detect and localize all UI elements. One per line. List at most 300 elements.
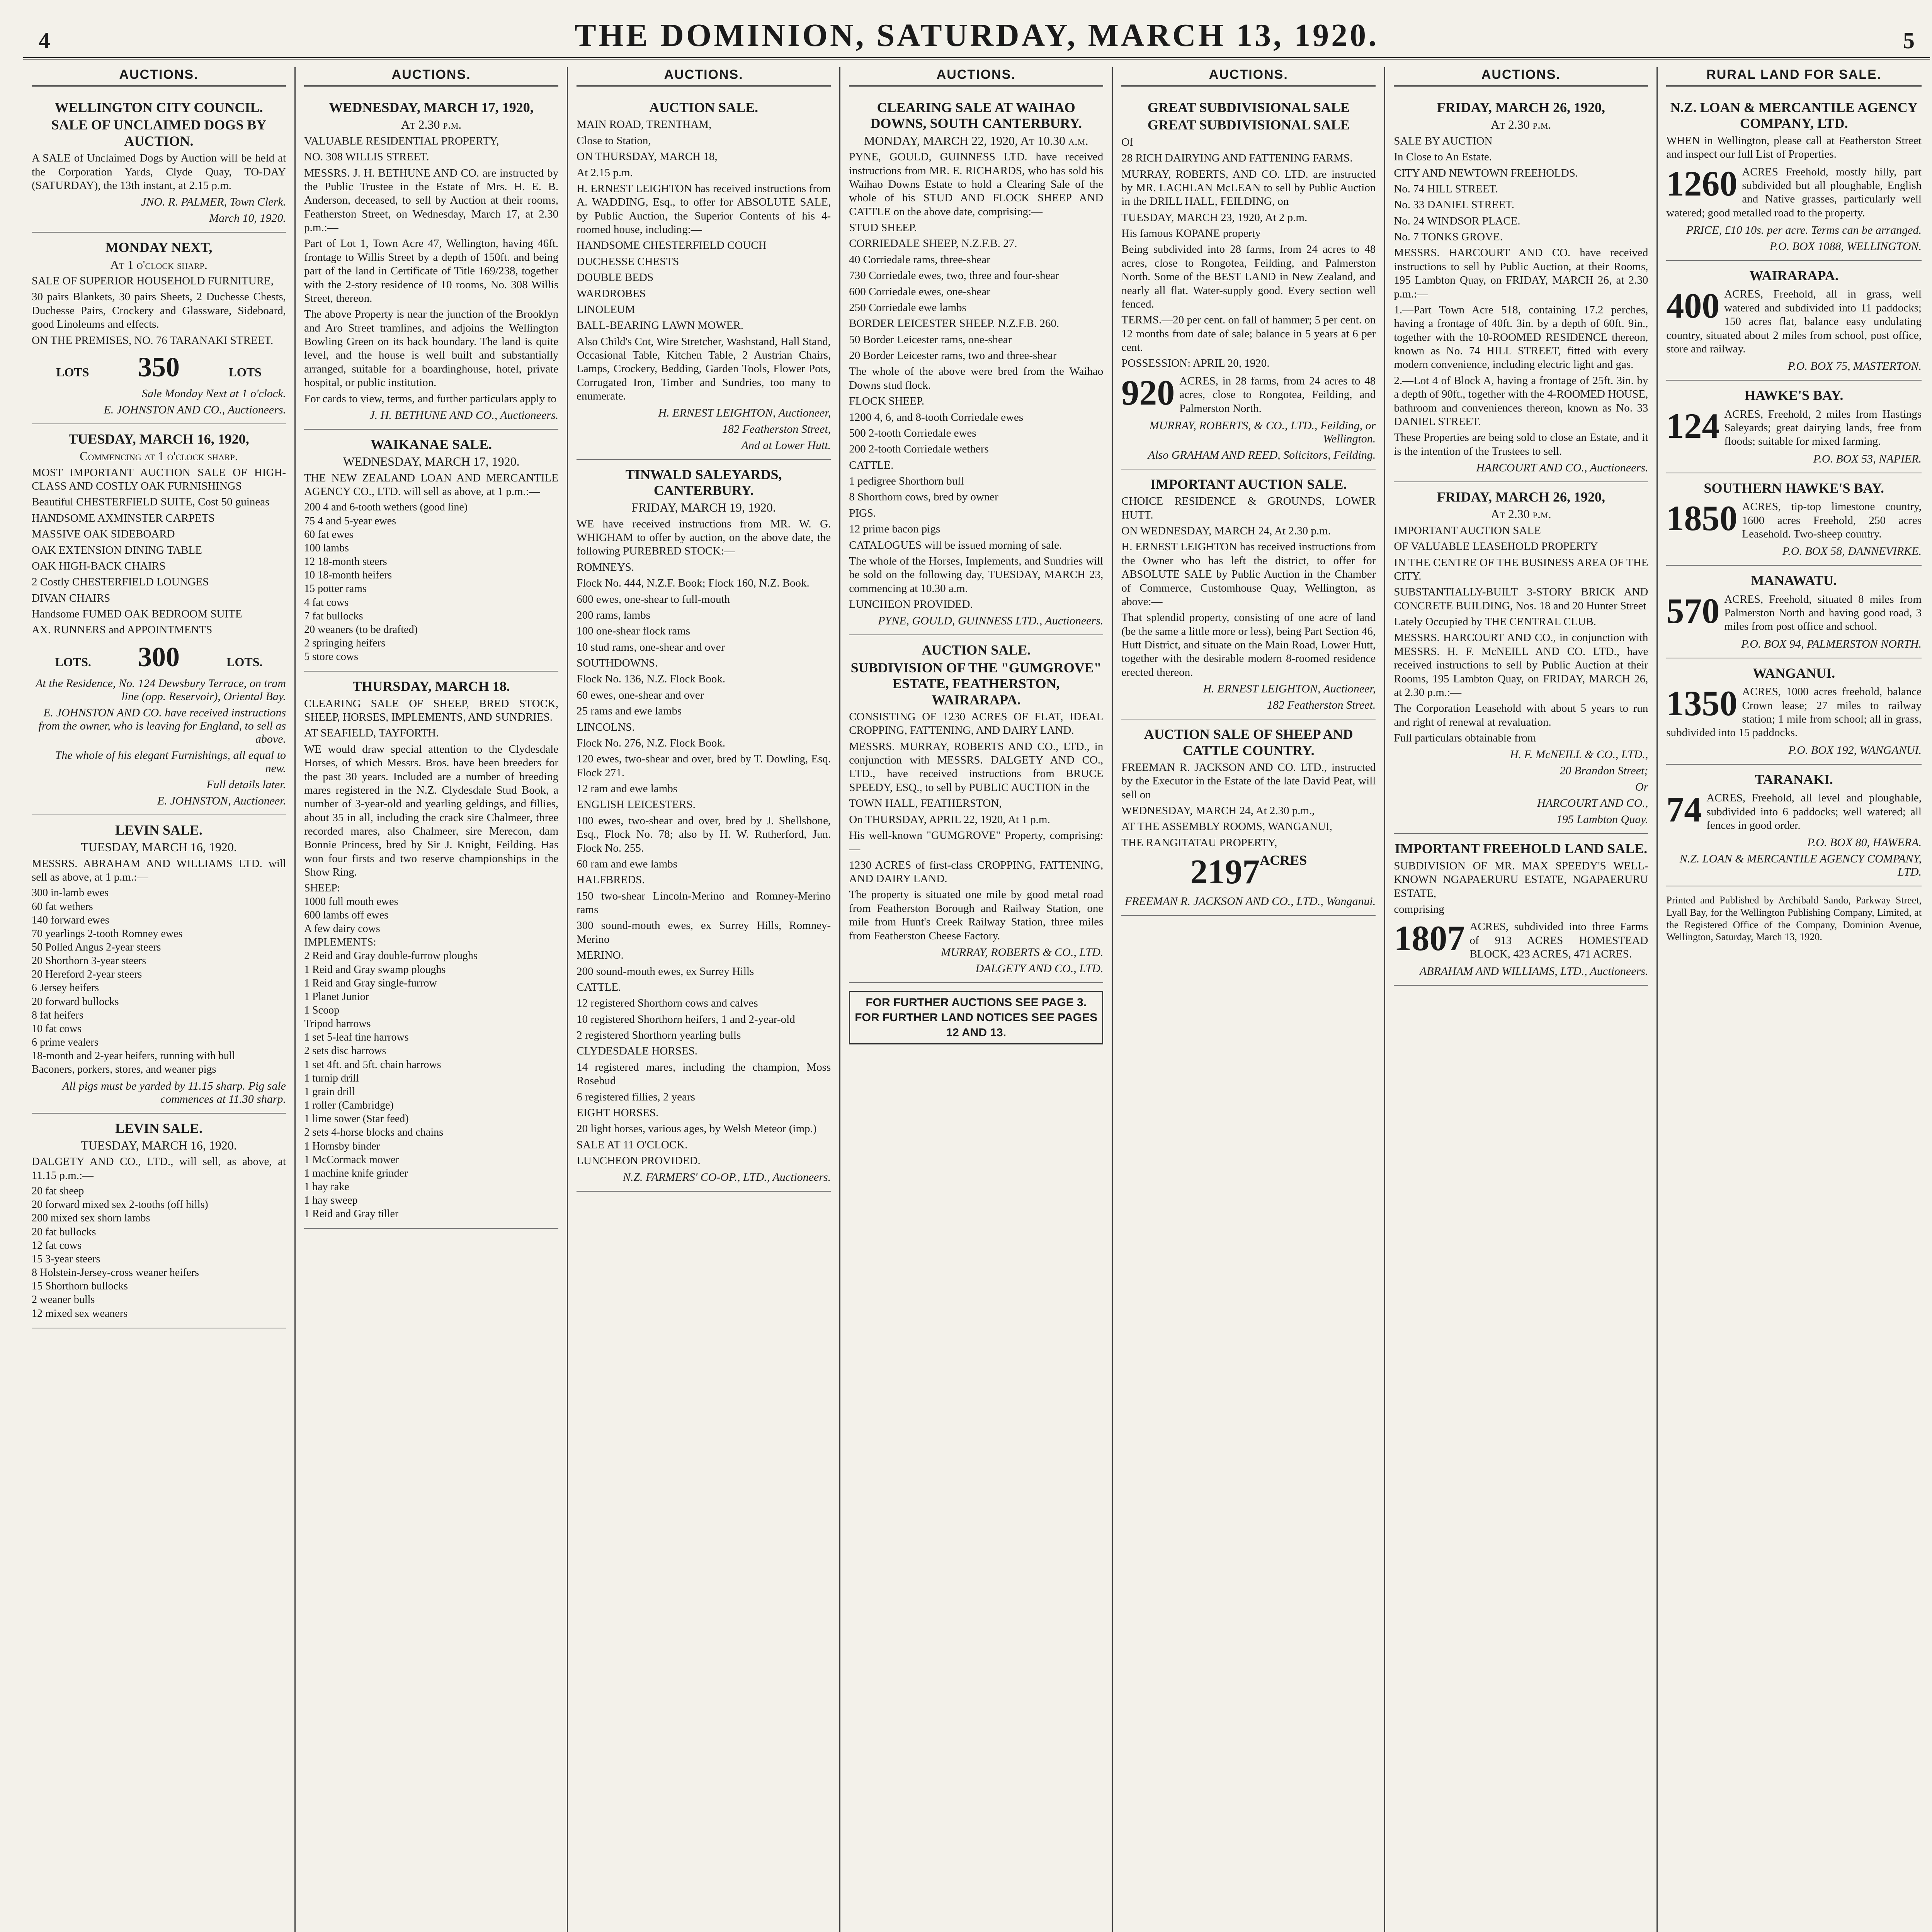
stock-item: 1 hay sweep <box>304 1194 358 1207</box>
ad-body-text: Part of Lot 1, Town Acre 47, Wellington, having 46ft. frontage to Willis Street by a depth of 150ft. and being part of the land in Certificate of Title 169/238, together with the 2-story residence of 10 rooms, No. 308 Willis Street, thereon. <box>304 237 559 304</box>
acreage-paragraph <box>1394 920 1648 961</box>
stock-item: 1 Scoop <box>304 1004 340 1016</box>
ad-body-text: On THURSDAY, APRIL 22, 1920, At 1 p.m. <box>849 813 1050 826</box>
ad-body-text: 1230 ACRES of first-class CROPPING, FATTENING, AND DAIRY LAND. <box>849 859 1104 885</box>
ad-body-text: DALGETY AND CO., LTD., will sell, as above, at 11.15 p.m.:— <box>32 1155 286 1182</box>
ad-signature: 20 Brandon Street; <box>1560 764 1648 777</box>
ad-headline: THURSDAY, MARCH 18. <box>352 679 510 694</box>
advertisement <box>304 672 558 1229</box>
column-heading: AUCTIONS. <box>1394 67 1648 87</box>
ad-body-text: 200 sound-mouth ewes, ex Surrey Hills <box>577 965 754 978</box>
ad-body-text: H. ERNEST LEIGHTON has received instructions from A. WADDING, Esq., to offer for ABSOLUTE SALE, by Public Auction, the Superior Contents of his 4-roomed house, including:— <box>577 182 831 236</box>
column-1 <box>23 67 296 1932</box>
ad-body-text: NO. 308 WILLIS STREET. <box>304 151 429 163</box>
ad-body-text: 10 stud rams, one-shear and over <box>577 641 725 653</box>
acreage-number: 570 <box>1666 591 1720 631</box>
ad-body-text: 20 light horses, various ages, by Welsh Meteor (imp.) <box>577 1122 817 1135</box>
ad-body-text: AT THE ASSEMBLY ROOMS, WANGANUI, <box>1121 820 1332 833</box>
advertisement <box>32 93 286 233</box>
advertisement <box>1394 482 1648 834</box>
ad-body-text: WE would draw special attention to the Clydesdale Horses, of which Messrs. Bros. have been breeders for the past 30 years. Included are a number of breeding mares registered in the N.Z. Clydesdale Stud Book, a number of 3-year-old and yearling geldings, and fillies, about 35 in all, including the crack sire Chalmeer, three recorded mares, also Chalmeer, sire Merecon, dam Bonnie Princess, bred by Sir J. Knight, Feilding. Has won four firsts and two reserve championships in the Show Ring. <box>304 743 559 879</box>
ad-body-text: The whole of the above were bred from the Waihao Downs stud flock. <box>849 365 1104 391</box>
lots-right: LOTS. <box>226 655 263 669</box>
ad-body-text: His famous KOPANE property <box>1121 227 1261 240</box>
ad-body-text: POSSESSION: APRIL 20, 1920. <box>1121 357 1270 370</box>
ad-signature: And at Lower Hutt. <box>741 439 831 452</box>
ad-body-text: LINCOLNS. <box>577 721 635 733</box>
stock-item: 50 Polled Angus 2-year steers <box>32 941 161 954</box>
ad-body-text: WHEN in Wellington, please call at Featherston Street and inspect our full List of Properties. <box>1666 134 1922 161</box>
columns-container <box>23 67 1930 1932</box>
ad-date: TUESDAY, MARCH 16, 1920. <box>81 1138 237 1152</box>
ad-body-text: H. ERNEST LEIGHTON has received instructions from the Owner who has left the district, to offer for ABSOLUTE SALE by Public Auction in the Chamber of Commerce, Customhouse Quay, Wellington, as above:— <box>1121 541 1376 608</box>
acreage-number: 400 <box>1666 286 1720 326</box>
ad-signature: PRICE, £10 10s. per acre. Terms can be arranged. <box>1686 224 1922 237</box>
column-3 <box>568 67 840 1932</box>
ad-body-text: 12 prime bacon pigs <box>849 523 940 536</box>
stock-item: 10 18-month heifers <box>304 569 392 582</box>
stock-item: A few dairy cows <box>304 923 380 935</box>
ad-body-text: 150 two-shear Lincoln-Merino and Romney-Merino rams <box>577 889 831 916</box>
stock-item: 140 forward ewes <box>32 914 109 926</box>
ad-body-text: 50 Border Leicester rams, one-shear <box>849 333 1012 346</box>
ad-headline: WELLINGTON CITY COUNCIL. <box>54 100 263 115</box>
ad-body-text: Lately Occupied by THE CENTRAL CLUB. <box>1394 616 1596 628</box>
stock-item: 1 lime sower (Star feed) <box>304 1113 409 1125</box>
ad-body-text: Being subdivided into 28 farms, from 24 acres to 48 acres, close to Rongotea, Feilding, and Palmerston North. Some of the BEST LAND in New Zealand, and nearly all flat. Water-supply good. Every section well fenced. <box>1121 243 1376 310</box>
masthead-title: THE DOMINION, SATURDAY, MARCH 13, 1920. <box>574 17 1379 53</box>
acreage-paragraph <box>1666 408 1922 449</box>
ad-signature: H. ERNEST LEIGHTON, Auctioneer, <box>1203 682 1376 696</box>
ad-body-text: MESSRS. ABRAHAM AND WILLIAMS LTD. will sell as above, at 1 p.m.:— <box>32 857 286 884</box>
stock-item: 2 sets disc harrows <box>304 1045 386 1057</box>
stock-item: 1 machine knife grinder <box>304 1167 408 1179</box>
ad-body-text: FREEMAN R. JACKSON AND CO. LTD., instructed by the Executor in the Estate of the late David Peat, will sell on <box>1121 761 1376 801</box>
stock-item: 1 Reid and Gray tiller <box>304 1208 399 1220</box>
ad-body-text: WARDROBES <box>577 287 646 300</box>
stock-item: 2 sets 4-horse blocks and chains <box>304 1126 444 1139</box>
ad-body-text: CLYDESDALE HORSES. <box>577 1045 698 1058</box>
stock-item: 1 hay rake <box>304 1181 349 1193</box>
ad-body-text: THE NEW ZEALAND LOAN AND MERCANTILE AGENCY CO., LTD. will sell as above, at 1 p.m.:— <box>304 471 559 498</box>
stock-item: 1 Planet Junior <box>304 990 369 1003</box>
ad-body-text: 1.—Part Town Acre 518, containing 17.2 perches, having a frontage of 40ft. 3in. by a depth of 60ft. 9in., together with the 10-ROOMED RESIDENCE thereon, known as No. 74 HILL STREET, fitted with every modern convenience, including electric light and gas. <box>1394 303 1648 371</box>
acre-figure <box>1121 852 1376 892</box>
advertisement <box>1666 381 1922 473</box>
acreage-text: ACRES, Freehold, situated 8 miles from Palmerston North and having good road, 3 miles from post office and school. <box>1724 593 1922 633</box>
stock-item: 12 fat cows <box>32 1239 82 1252</box>
ad-body-text: 100 one-shear flock rams <box>577 625 690 638</box>
acreage-text: ACRES, in 28 farms, from 24 acres to 48 acres, close to Rongotea, Feilding, and Palmerston North. <box>1179 374 1376 415</box>
acreage-number: 1807 <box>1394 918 1465 958</box>
ad-body-text: CORRIEDALE SHEEP, N.Z.F.B. 27. <box>849 237 1017 250</box>
ad-headline: N.Z. LOAN & MERCANTILE AGENCY COMPANY, LTD. <box>1670 100 1918 131</box>
acreage-paragraph <box>1666 500 1922 541</box>
stock-item: 75 4 and 5-year ewes <box>304 515 396 527</box>
ad-signature: E. JOHNSTON AND CO. have received instructions from the owner, who is leaving for England, to sell as above. <box>38 706 286 745</box>
stock-item: 60 fat ewes <box>304 528 354 541</box>
ad-body-text: 20 Border Leicester rams, two and three-shear <box>849 349 1057 362</box>
ad-body-text: 30 pairs Blankets, 30 pairs Sheets, 2 Duchesse Chests, Duchesse Pairs, Crockery and Glassware, Sideboard, good Linoleums and effects. <box>32 291 286 331</box>
ad-body-text: 28 RICH DAIRYING AND FATTENING FARMS. <box>1121 152 1353 165</box>
ad-body-text: 14 registered mares, including the champion, Moss Rosebud <box>577 1061 831 1087</box>
ad-body-text: STUD SHEEP. <box>849 221 917 234</box>
lots-left: LOTS. <box>55 655 91 669</box>
ad-body-text: 500 2-tooth Corriedale ewes <box>849 427 976 439</box>
ad-body-text: TERMS.—20 per cent. on fall of hammer; 5 per cent. on 12 months from date of sale; balance in 5 years at 6 per cent. <box>1121 314 1376 354</box>
ad-headline: MONDAY NEXT, <box>105 240 213 255</box>
ad-body-text: 10 registered Shorthorn heifers, 1 and 2-year-old <box>577 1013 795 1026</box>
ad-signature: P.O. BOX 80, HAWERA. <box>1807 836 1922 849</box>
ad-body-text: DOUBLE BEDS <box>577 271 654 284</box>
ad-body-text: MURRAY, ROBERTS, AND CO. LTD. are instructed by MR. LACHLAN McLEAN to sell by Public Auction in the DRILL HALL, FEILDING, on <box>1121 168 1376 208</box>
stock-item: 7 fat bullocks <box>304 610 363 622</box>
advertisement <box>304 430 558 672</box>
lots-number: 350 <box>138 351 180 383</box>
advertisement <box>1666 658 1922 765</box>
ad-body-text: These Properties are being sold to close an Estate, and it is the intention of the Trustees to sell. <box>1394 431 1648 457</box>
ad-signature: The whole of his elegant Furnishings, all equal to new. <box>55 748 286 775</box>
ad-body-text: At 2.15 p.m. <box>577 166 633 179</box>
ad-signature: P.O. BOX 192, WANGANUI. <box>1788 743 1922 757</box>
ad-date: WEDNESDAY, MARCH 17, 1920. <box>343 454 520 469</box>
ad-headline: SALE OF UNCLAIMED DOGS BY AUCTION. <box>51 117 267 149</box>
ad-signature: E. JOHNSTON, Auctioneer. <box>157 794 286 807</box>
acreage-paragraph <box>1666 165 1922 220</box>
ad-headline: AUCTION SALE. <box>649 100 759 115</box>
stock-item: 20 forward mixed sex 2-tooths (off hills) <box>32 1199 208 1211</box>
ad-body-text: Close to Station, <box>577 134 651 147</box>
ad-body-text: 6 registered fillies, 2 years <box>577 1090 695 1103</box>
ad-signature: PYNE, GOULD, GUINNESS LTD., Auctioneers. <box>878 614 1104 628</box>
ad-body-text: 300 sound-mouth ewes, ex Surrey Hills, Romney-Merino <box>577 919 831 946</box>
stock-item: 6 prime vealers <box>32 1036 99 1049</box>
ad-body-text: Handsome FUMED OAK BEDROOM SUITE <box>32 608 242 621</box>
ad-body-text: OAK EXTENSION DINING TABLE <box>32 544 202 556</box>
further-notices-box <box>849 991 1103 1044</box>
ad-body-text: In Close to An Estate. <box>1394 151 1492 163</box>
ad-body-text: 25 rams and ewe lambs <box>577 705 682 718</box>
acreage-text: ACRES, Freehold, all level and ploughable, subdivided into 6 paddocks; well watered; all fences in good order. <box>1706 792 1922 832</box>
lots-banner <box>32 641 286 673</box>
ad-body-text: CATALOGUES will be issued morning of sale. <box>849 539 1062 551</box>
ad-body-text: AX. RUNNERS and APPOINTMENTS <box>32 624 213 636</box>
ad-headline: WAIKANAE SALE. <box>371 436 492 452</box>
ad-body-text: EIGHT HORSES. <box>577 1106 659 1119</box>
ad-signature: N.Z. FARMERS' CO-OP., LTD., Auctioneers. <box>622 1171 831 1184</box>
ad-headline: IMPORTANT AUCTION SALE. <box>1150 476 1347 492</box>
ad-body-text: The property is situated one mile by good metal road from Featherston Borough and Railway Station, one mile from Hunt's Creek Railway Station, three miles from Featherston Cheese Factory. <box>849 888 1104 942</box>
ad-body-text: LUNCHEON PROVIDED. <box>849 598 973 611</box>
ad-body-text: OAK HIGH-BACK CHAIRS <box>32 560 166 572</box>
ad-body-text: IMPORTANT AUCTION SALE <box>1394 524 1541 537</box>
stock-item: 1 Hornsby binder <box>304 1140 380 1152</box>
ad-body-text: IN THE CENTRE OF THE BUSINESS AREA OF THE CITY. <box>1394 556 1648 582</box>
stock-item: 600 lambs off ewes <box>304 909 389 921</box>
ad-body-text: The above Property is near the junction of the Brooklyn and Aro Street tramlines, and adjoins the Wellington Bowling Green on its back boundary. The land is quite level, and the house is well built and substantially arranged, suitable for a boardinghouse, hotel, private hospital, or public institution. <box>304 308 559 389</box>
acreage-text: ACRES, Freehold, 2 miles from Hastings Saleyards; great dairying lands, free from floods; suitable for mixed farming. <box>1724 408 1922 448</box>
column-heading: AUCTIONS. <box>1121 67 1376 87</box>
ad-signature: Or <box>1635 781 1648 794</box>
ad-body-text: 60 ewes, one-shear and over <box>577 689 704 701</box>
advertisement <box>32 424 286 815</box>
ad-signature: N.Z. LOAN & MERCANTILE AGENCY COMPANY, LTD. <box>1679 852 1922 879</box>
ad-signature: HARCOURT AND CO., <box>1537 797 1648 810</box>
stock-item: 1 turnip drill <box>304 1072 359 1084</box>
stock-item: 8 Holstein-Jersey-cross weaner heifers <box>32 1267 199 1279</box>
acreage-number: 74 <box>1666 790 1702 830</box>
advertisement <box>1666 566 1922 658</box>
acreage-number: 1350 <box>1666 684 1738 723</box>
ad-body-text: Flock No. 444, N.Z.F. Book; Flock 160, N.Z. Book. <box>577 577 810 590</box>
column-5 <box>1113 67 1385 1932</box>
advertisement <box>1394 834 1648 986</box>
ad-body-text: SALE BY AUCTION <box>1394 134 1493 147</box>
masthead <box>23 15 1930 60</box>
ad-body-text: No. 74 HILL STREET. <box>1394 182 1498 195</box>
ad-body-text: OF VALUABLE LEASEHOLD PROPERTY <box>1394 540 1598 553</box>
column-2 <box>296 67 568 1932</box>
ad-body-text: MERINO. <box>577 949 624 962</box>
advertisement <box>1666 261 1922 381</box>
ad-body-text: VALUABLE RESIDENTIAL PROPERTY, <box>304 134 499 147</box>
lots-number: 300 <box>138 641 180 672</box>
stock-item: 2 Reid and Gray double-furrow ploughs <box>304 950 478 962</box>
ad-body-text: PIGS. <box>849 507 876 519</box>
advertisement <box>32 233 286 424</box>
ad-body-text: ON THE PREMISES, NO. 76 TARANAKI STREET. <box>32 334 274 347</box>
stock-item: Baconers, porkers, stores, and weaner pigs <box>32 1063 216 1076</box>
acreage-text: ACRES, tip-top limestone country, 1600 acres Freehold, 250 acres Leasehold. Two-sheep country. <box>1742 500 1922 540</box>
publisher-imprint: Printed and Published by Archibald Sando, Parkway Street, Lyall Bay, for the Wellington Publishing Company, Limited, at the Registered Office of the Company, Dominion Avenue, Wellington, Saturday, March 13, 1920. <box>1666 895 1922 943</box>
ad-headline: AUCTION SALE. <box>922 642 1031 658</box>
ad-signature: All pigs must be yarded by 11.15 sharp. Pig sale commences at 11.30 sharp. <box>62 1079 286 1105</box>
advertisement <box>1394 93 1648 482</box>
ad-body-text: SALE OF SUPERIOR HOUSEHOLD FURNITURE, <box>32 275 274 287</box>
ad-body-text: 60 ram and ewe lambs <box>577 857 678 870</box>
ad-body-text: No. 33 DANIEL STREET. <box>1394 199 1515 211</box>
ad-signature: 182 Featherston Street. <box>1267 699 1376 712</box>
ad-body-text: Flock No. 276, N.Z. Flock Book. <box>577 736 726 749</box>
ad-headline: TARANAKI. <box>1755 771 1833 787</box>
ad-headline: LEVIN SALE. <box>115 1120 203 1136</box>
ad-body-text: A SALE of Unclaimed Dogs by Auction will be held at the Corporation Yards, Clyde Quay, TO-DAY (SATURDAY), the 13th instant, at 2.15 p.m. <box>32 152 286 192</box>
stock-item: 20 Hereford 2-year steers <box>32 968 142 981</box>
ad-body-text: SOUTHDOWNS. <box>577 657 658 670</box>
ad-date: At 2.30 p.m. <box>401 117 462 132</box>
ad-date: Commencing at 1 o'clock sharp. <box>80 449 238 463</box>
stock-item: 10 fat cows <box>32 1022 82 1035</box>
ad-body-text: HANDSOME CHESTERFIELD COUCH <box>577 239 767 252</box>
stock-item: 4 fat cows <box>304 596 349 609</box>
ad-body-text: THE RANGITATAU PROPERTY, <box>1121 836 1277 849</box>
ad-headline: FRIDAY, MARCH 26, 1920, <box>1437 100 1605 115</box>
ad-signature: JNO. R. PALMER, Town Clerk. <box>141 196 286 209</box>
ad-body-text: LINOLEUM <box>577 303 635 316</box>
acre-figure-unit: ACRES <box>1260 852 1307 868</box>
ad-signature: H. F. McNEILL & CO., LTD., <box>1510 748 1648 761</box>
stock-item: 12 18-month steers <box>304 556 387 568</box>
ad-signature: 182 Featherston Street, <box>722 422 831 435</box>
ad-body-text: 12 registered Shorthorn cows and calves <box>577 997 758 1010</box>
ad-body-text: Full particulars obtainable from <box>1394 732 1536 745</box>
ad-body-text: 120 ewes, two-shear and over, bred by T. Dowling, Esq. Flock 271. <box>577 753 831 779</box>
ad-body-text: LUNCHEON PROVIDED. <box>577 1155 701 1167</box>
stock-item: 1 grain drill <box>304 1085 355 1098</box>
further-notice-line: FOR FURTHER LAND NOTICES SEE PAGES 12 AND 13. <box>855 1011 1098 1039</box>
ad-signature: P.O. BOX 75, MASTERTON. <box>1787 360 1922 373</box>
stock-item: 1000 full mouth ewes <box>304 895 398 908</box>
advertisement <box>849 635 1103 983</box>
ad-signature: MURRAY, ROBERTS, & CO., LTD., Feilding, or Wellington. <box>1149 419 1376 445</box>
ad-body-text: CATTLE. <box>577 981 621 993</box>
ad-body-text: HALFBREDS. <box>577 874 645 886</box>
ad-signature: Sale Monday Next at 1 o'clock. <box>142 387 286 400</box>
stock-item: 20 forward bullocks <box>32 995 119 1008</box>
acreage-paragraph <box>1666 593 1922 634</box>
ad-headline: WANGANUI. <box>1753 665 1835 681</box>
ad-body-text: CONSISTING OF 1230 ACRES OF FLAT, IDEAL CROPPING, FATTENING, AND DAIRY LAND. <box>849 710 1104 737</box>
acreage-paragraph <box>1666 685 1922 740</box>
lots-right: LOTS <box>228 365 262 379</box>
ad-signature: Full details later. <box>206 778 286 791</box>
stock-item: 200 4 and 6-tooth wethers (good line) <box>304 501 468 514</box>
ad-signature: J. H. BETHUNE AND CO., Auctioneers. <box>369 408 559 422</box>
stock-item: IMPLEMENTS: <box>304 936 376 949</box>
stock-item: 1 McCormack mower <box>304 1153 399 1166</box>
ad-signature: P.O. BOX 53, NAPIER. <box>1813 452 1922 465</box>
ad-body-text: FLOCK SHEEP. <box>849 395 925 408</box>
ad-headline: WAIRARAPA. <box>1749 268 1838 284</box>
ad-body-text: SALE AT 11 O'CLOCK. <box>577 1138 688 1151</box>
ad-body-text: No. 24 WINDSOR PLACE. <box>1394 214 1520 227</box>
ad-body-text: Beautiful CHESTERFIELD SUITE, Cost 50 guineas <box>32 496 270 509</box>
ad-body-text: HANDSOME AXMINSTER CARPETS <box>32 512 215 524</box>
advertisement <box>1666 765 1922 887</box>
acreage-number: 1850 <box>1666 498 1738 538</box>
ad-body-text: BALL-BEARING LAWN MOWER. <box>577 319 743 332</box>
ad-signature: ABRAHAM AND WILLIAMS, LTD., Auctioneers. <box>1419 965 1648 978</box>
lots-left: LOTS <box>56 365 89 379</box>
ad-body-text: MAIN ROAD, TRENTHAM, <box>577 118 712 131</box>
ad-body-text: 1200 4, 6, and 8-tooth Corriedale ewes <box>849 411 1024 423</box>
stock-item: 20 fat bullocks <box>32 1226 96 1238</box>
ad-body-text: SUBDIVISION OF MR. MAX SPEEDY'S WELL-KNOWN NGAPAERURU ESTATE, NGAPAERURU ESTATE, <box>1394 859 1648 900</box>
acreage-text: ACRES, subdivided into three Farms of 913 ACRES HOMESTEAD BLOCK, 423 ACRES, 471 ACRES. <box>1469 920 1648 961</box>
ad-body-text: 2.—Lot 4 of Block A, having a frontage of 25ft. 3in. by a depth of 90ft., together with the 4-ROOMED HOUSE, bathroom and conveniences thereon, known as No. 33 DANIEL STREET. <box>1394 374 1648 428</box>
ad-body-text: TUESDAY, MARCH 23, 1920, At 2 p.m. <box>1121 211 1308 224</box>
ad-body-text: 730 Corriedale ewes, two, three and four-shear <box>849 269 1059 282</box>
ad-body-text: 600 Corriedale ewes, one-shear <box>849 285 990 298</box>
ad-signature: E. JOHNSTON AND CO., Auctioneers. <box>104 403 286 416</box>
ad-body-text: TOWN HALL, FEATHERSTON, <box>849 797 1002 810</box>
ad-body-text: MOST IMPORTANT AUCTION SALE OF HIGH-CLASS AND COSTLY OAK FURNISHINGS <box>32 466 286 493</box>
acreage-number: 124 <box>1666 406 1720 446</box>
ad-signature: Also GRAHAM AND REED, Solicitors, Feilding. <box>1148 448 1376 461</box>
ad-headline: LEVIN SALE. <box>115 822 203 838</box>
acreage-number: 1260 <box>1666 163 1738 203</box>
ad-body-text: ON WEDNESDAY, MARCH 24, At 2.30 p.m. <box>1121 525 1331 537</box>
ad-body-text: SUBSTANTIALLY-BUILT 3-STORY BRICK AND CONCRETE BUILDING, Nos. 18 and 20 Hunter Street <box>1394 586 1648 612</box>
stock-item: 12 mixed sex weaners <box>32 1307 128 1320</box>
ad-body-text: 12 ram and ewe lambs <box>577 782 678 795</box>
stock-item: 20 fat sheep <box>32 1185 84 1197</box>
ad-body-text: 200 2-tooth Corriedale wethers <box>849 443 989 456</box>
stock-item: 15 Shorthorn bullocks <box>32 1280 128 1293</box>
ad-body-text: Of <box>1121 136 1133 148</box>
acre-figure-number: 2197 <box>1190 853 1260 891</box>
ad-body-text: 2 Costly CHESTERFIELD LOUNGES <box>32 576 209 588</box>
ad-body-text: CHOICE RESIDENCE & GROUNDS, LOWER HUTT. <box>1121 495 1376 521</box>
ad-body-text: Also Child's Cot, Wire Stretcher, Washstand, Hall Stand, Occasional Table, Kitchen Table, 2 Austrian Chairs, Lamps, Crockery, Bedding, Garden Tools, Flower Pots, Corrugated Iron, Timber and Sundries, too many to enumerate. <box>577 335 831 403</box>
ad-date: At 2.30 p.m. <box>1491 507 1551 521</box>
acreage-paragraph <box>1666 791 1922 832</box>
acreage-text: ACRES, 1000 acres freehold, balance Crown lease; 27 miles to railway station; 1 mile from school; all in grass, subdivided into 15 paddocks. <box>1666 685 1922 739</box>
ad-body-text: MESSRS. HARCOURT AND CO., in conjunction with MESSRS. H. F. McNEILL AND CO. LTD., have received instructions to sell by Public Auction at their Rooms, 195 Lambton Quay, on FRIDAY, MARCH 26, at 2.30 p.m.:— <box>1394 631 1648 699</box>
ad-headline: TUESDAY, MARCH 16, 1920, <box>68 431 249 447</box>
stock-item: 15 3-year steers <box>32 1253 100 1265</box>
ad-body-text: WEDNESDAY, MARCH 24, At 2.30 p.m., <box>1121 804 1315 817</box>
masthead-left-folio: 4 <box>39 28 50 53</box>
ad-body-text: For cards to view, terms, and further particulars apply to <box>304 392 556 405</box>
ad-body-text: MESSRS. J. H. BETHUNE AND CO. are instructed by the Public Trustee in the Estate of Mrs. H. E. B. Anderson, deceased, to sell by Auction at their rooms, Featherston Street, on Wednesday, March 17, at 2.30 p.m.:— <box>304 167 559 234</box>
ad-body-text: ON THURSDAY, MARCH 18, <box>577 150 718 163</box>
stock-item: 15 potter rams <box>304 583 367 595</box>
stock-item: 8 fat heifers <box>32 1009 83 1021</box>
ad-headline: GREAT SUBDIVISIONAL SALE <box>1147 100 1350 115</box>
stock-item: 200 mixed sex shorn lambs <box>32 1212 150 1225</box>
ad-headline: WEDNESDAY, MARCH 17, 1920, <box>329 100 534 115</box>
stock-item: 18-month and 2-year heifers, running with bull <box>32 1050 235 1062</box>
column-heading: AUCTIONS. <box>32 67 286 87</box>
ad-body-text: ENGLISH LEICESTERS. <box>577 798 696 811</box>
stock-item: 1 set 4ft. and 5ft. chain harrows <box>304 1058 441 1071</box>
ad-body-text: The Corporation Leasehold with about 5 years to run and right of renewal at revaluation. <box>1394 702 1648 728</box>
advertisement <box>1666 93 1922 261</box>
ad-signature: 195 Lambton Quay. <box>1556 813 1648 826</box>
ad-body-text: CLEARING SALE OF SHEEP, BRED STOCK, SHEEP, HORSES, IMPLEMENTS, AND SUNDRIES. <box>304 697 559 724</box>
advertisement <box>1666 473 1922 566</box>
column-4 <box>840 67 1113 1932</box>
ad-body-text: DUCHESSE CHESTS <box>577 255 679 268</box>
ad-body-text: AT SEAFIELD, TAYFORTH. <box>304 727 439 740</box>
ad-body-text: 250 Corriedale ewe lambs <box>849 301 966 314</box>
column-heading: AUCTIONS. <box>849 67 1103 87</box>
ad-body-text: No. 7 TONKS GROVE. <box>1394 231 1503 243</box>
ad-body-text: 1 pedigree Shorthorn bull <box>849 475 964 488</box>
stock-item: 6 Jersey heifers <box>32 982 99 994</box>
ad-body-text: CITY AND NEWTOWN FREEHOLDS. <box>1394 167 1578 179</box>
stock-item: 100 lambs <box>304 542 349 554</box>
acreage-text: ACRES Freehold, mostly hilly, part subdivided but all ploughable, English and Native grasses, particularly well watered; good metalled road to the property. <box>1666 165 1922 219</box>
ad-body-text: DIVAN CHAIRS <box>32 592 111 604</box>
advertisement <box>32 815 286 1114</box>
acreage-text: ACRES, Freehold, all in grass, well watered and subdivided into 11 paddocks; 150 acres flat, balance easy undulating country, situated about 2 miles from school, post office, store and railway. <box>1666 288 1922 355</box>
advertisement <box>32 1114 286 1328</box>
lots-banner <box>32 351 286 383</box>
ad-body-text: MASSIVE OAK SIDEBOARD <box>32 528 175 541</box>
ad-body-text: MESSRS. HARCOURT AND CO. have received instructions to sell by Public Auction, at their Rooms, 195 Lambton Quay, on FRIDAY, MARCH 26, at 2.30 p.m.:— <box>1394 247 1648 300</box>
ad-signature: P.O. BOX 94, PALMERSTON NORTH. <box>1741 637 1922 650</box>
ad-signature: March 10, 1920. <box>209 212 286 225</box>
ad-body-text: His well-known "GUMGROVE" Property, comprising:— <box>849 829 1104 855</box>
stock-item: 1 roller (Cambridge) <box>304 1099 394 1112</box>
stock-item: 70 yearlings 2-tooth Romney ewes <box>32 927 183 940</box>
ad-headline: SOUTHERN HAWKE'S BAY. <box>1704 480 1884 496</box>
ad-signature: HARCOURT AND CO., Auctioneers. <box>1476 461 1648 474</box>
ad-signature: P.O. BOX 58, DANNEVIRKE. <box>1782 545 1922 558</box>
ad-signature: FREEMAN R. JACKSON AND CO., LTD., Wanganui. <box>1124 895 1376 908</box>
